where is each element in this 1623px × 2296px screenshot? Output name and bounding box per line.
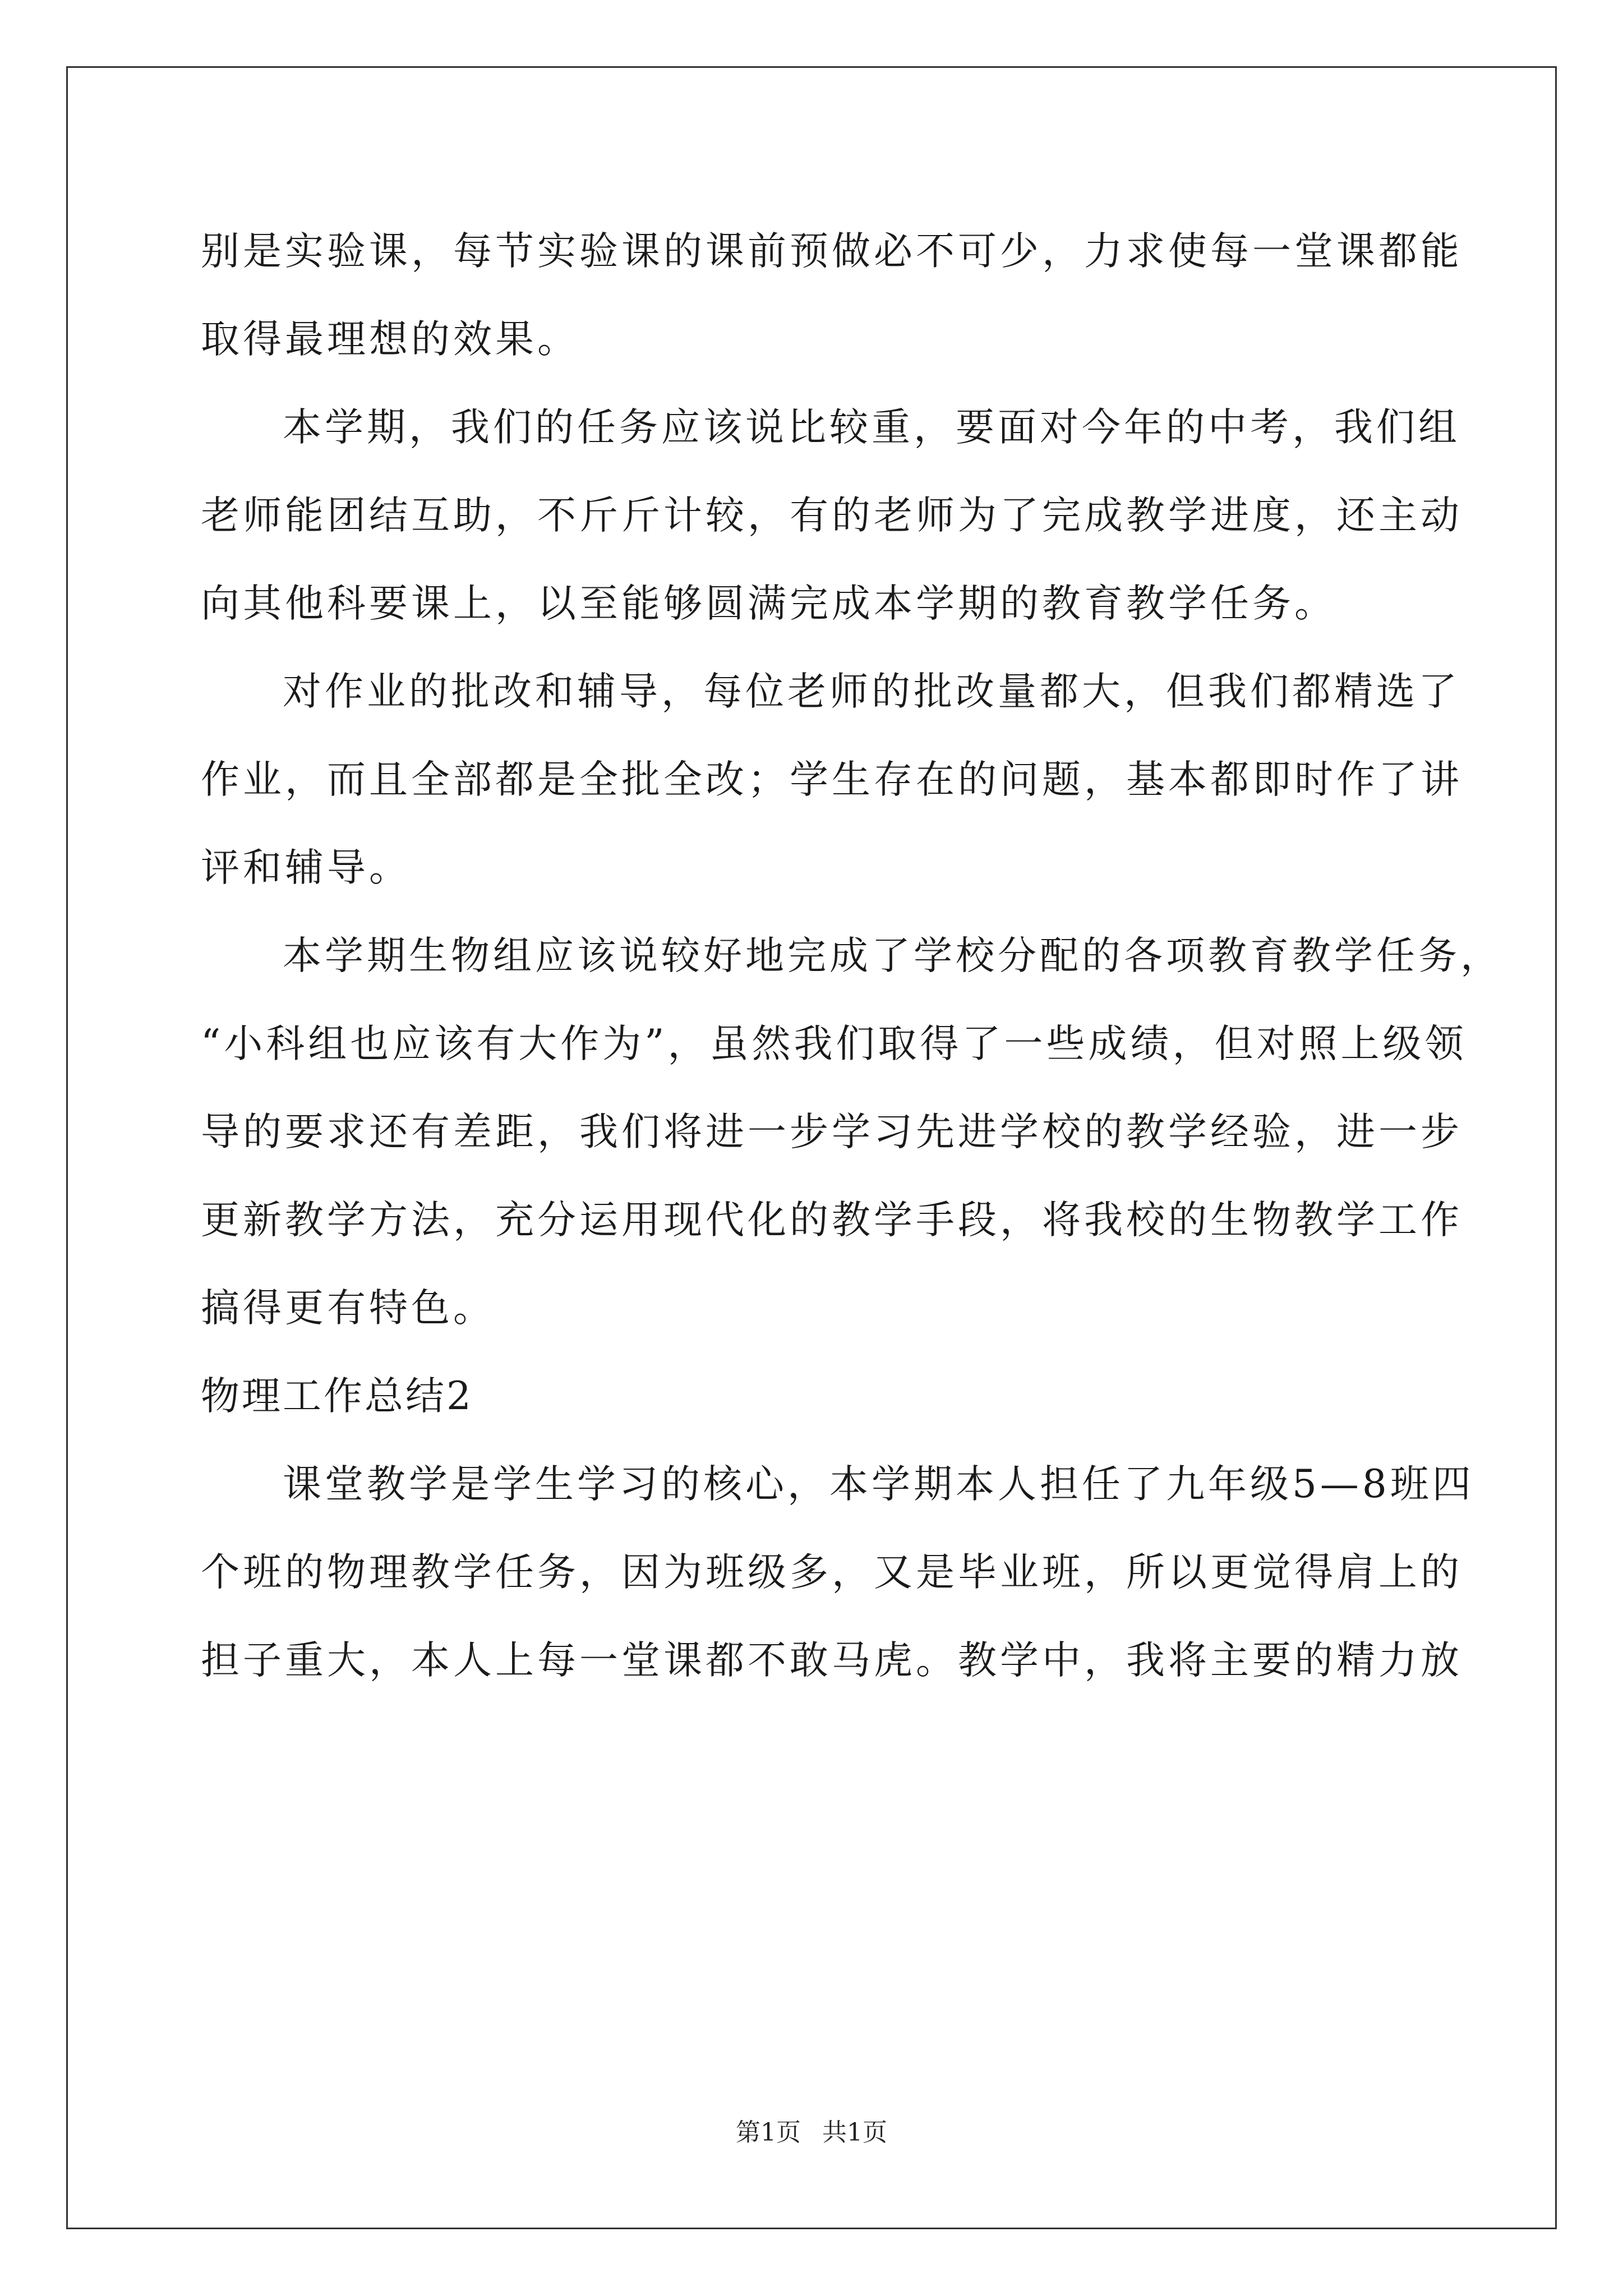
- text-line: 课堂教学是学生学习的核心，本学期本人担任了九年级5—8班四: [283, 1462, 1474, 1507]
- text-line: 评和辅导。: [201, 845, 411, 890]
- document-body: [201, 208, 1502, 1705]
- text-line: 搞得更有特色。: [201, 1286, 495, 1331]
- section-heading: 物理工作总结2: [201, 1374, 473, 1419]
- text-line: 别是实验课，每节实验课的课前预做必不可少，力求使每一堂课都能: [201, 229, 1463, 274]
- text-line: 作业，而且全部都是全批全改；学生存在的问题，基本都即时作了讲: [201, 757, 1463, 802]
- text-line: 本学期，我们的任务应该说比较重，要面对今年的中考，我们组: [283, 405, 1460, 450]
- text-line: 导的要求还有差距，我们将进一步学习先进学校的教学经验，进一步: [201, 1110, 1463, 1154]
- page-footer: [0, 2116, 1623, 2150]
- text-line: 本学期生物组应该说较好地完成了学校分配的各项教育教学任务，: [283, 933, 1502, 978]
- text-line: 更新教学方法，充分运用现代化的教学手段，将我校的生物教学工作: [201, 1198, 1463, 1243]
- text-line: 对作业的批改和辅导，每位老师的批改量都大，但我们都精选了: [283, 669, 1460, 714]
- text-line: 个班的物理教学任务，因为班级多，又是毕业班，所以更觉得肩上的: [201, 1550, 1463, 1595]
- text-line: “小科组也应该有大作为”，虽然我们取得了一些成绩，但对照上级领: [201, 1022, 1467, 1066]
- text-line: 取得最理想的效果。: [201, 317, 579, 362]
- text-line: 向其他科要课上，以至能够圆满完成本学期的教育教学任务。: [201, 581, 1336, 626]
- page-number-total: 共1页: [822, 2118, 887, 2147]
- page-number-current: 第1页: [736, 2118, 801, 2147]
- text-line: 老师能团结互助，不斤斤计较，有的老师为了完成教学进度，还主动: [201, 493, 1463, 538]
- text-line: 担子重大，本人上每一堂课都不敢马虎。教学中，我将主要的精力放: [201, 1638, 1463, 1683]
